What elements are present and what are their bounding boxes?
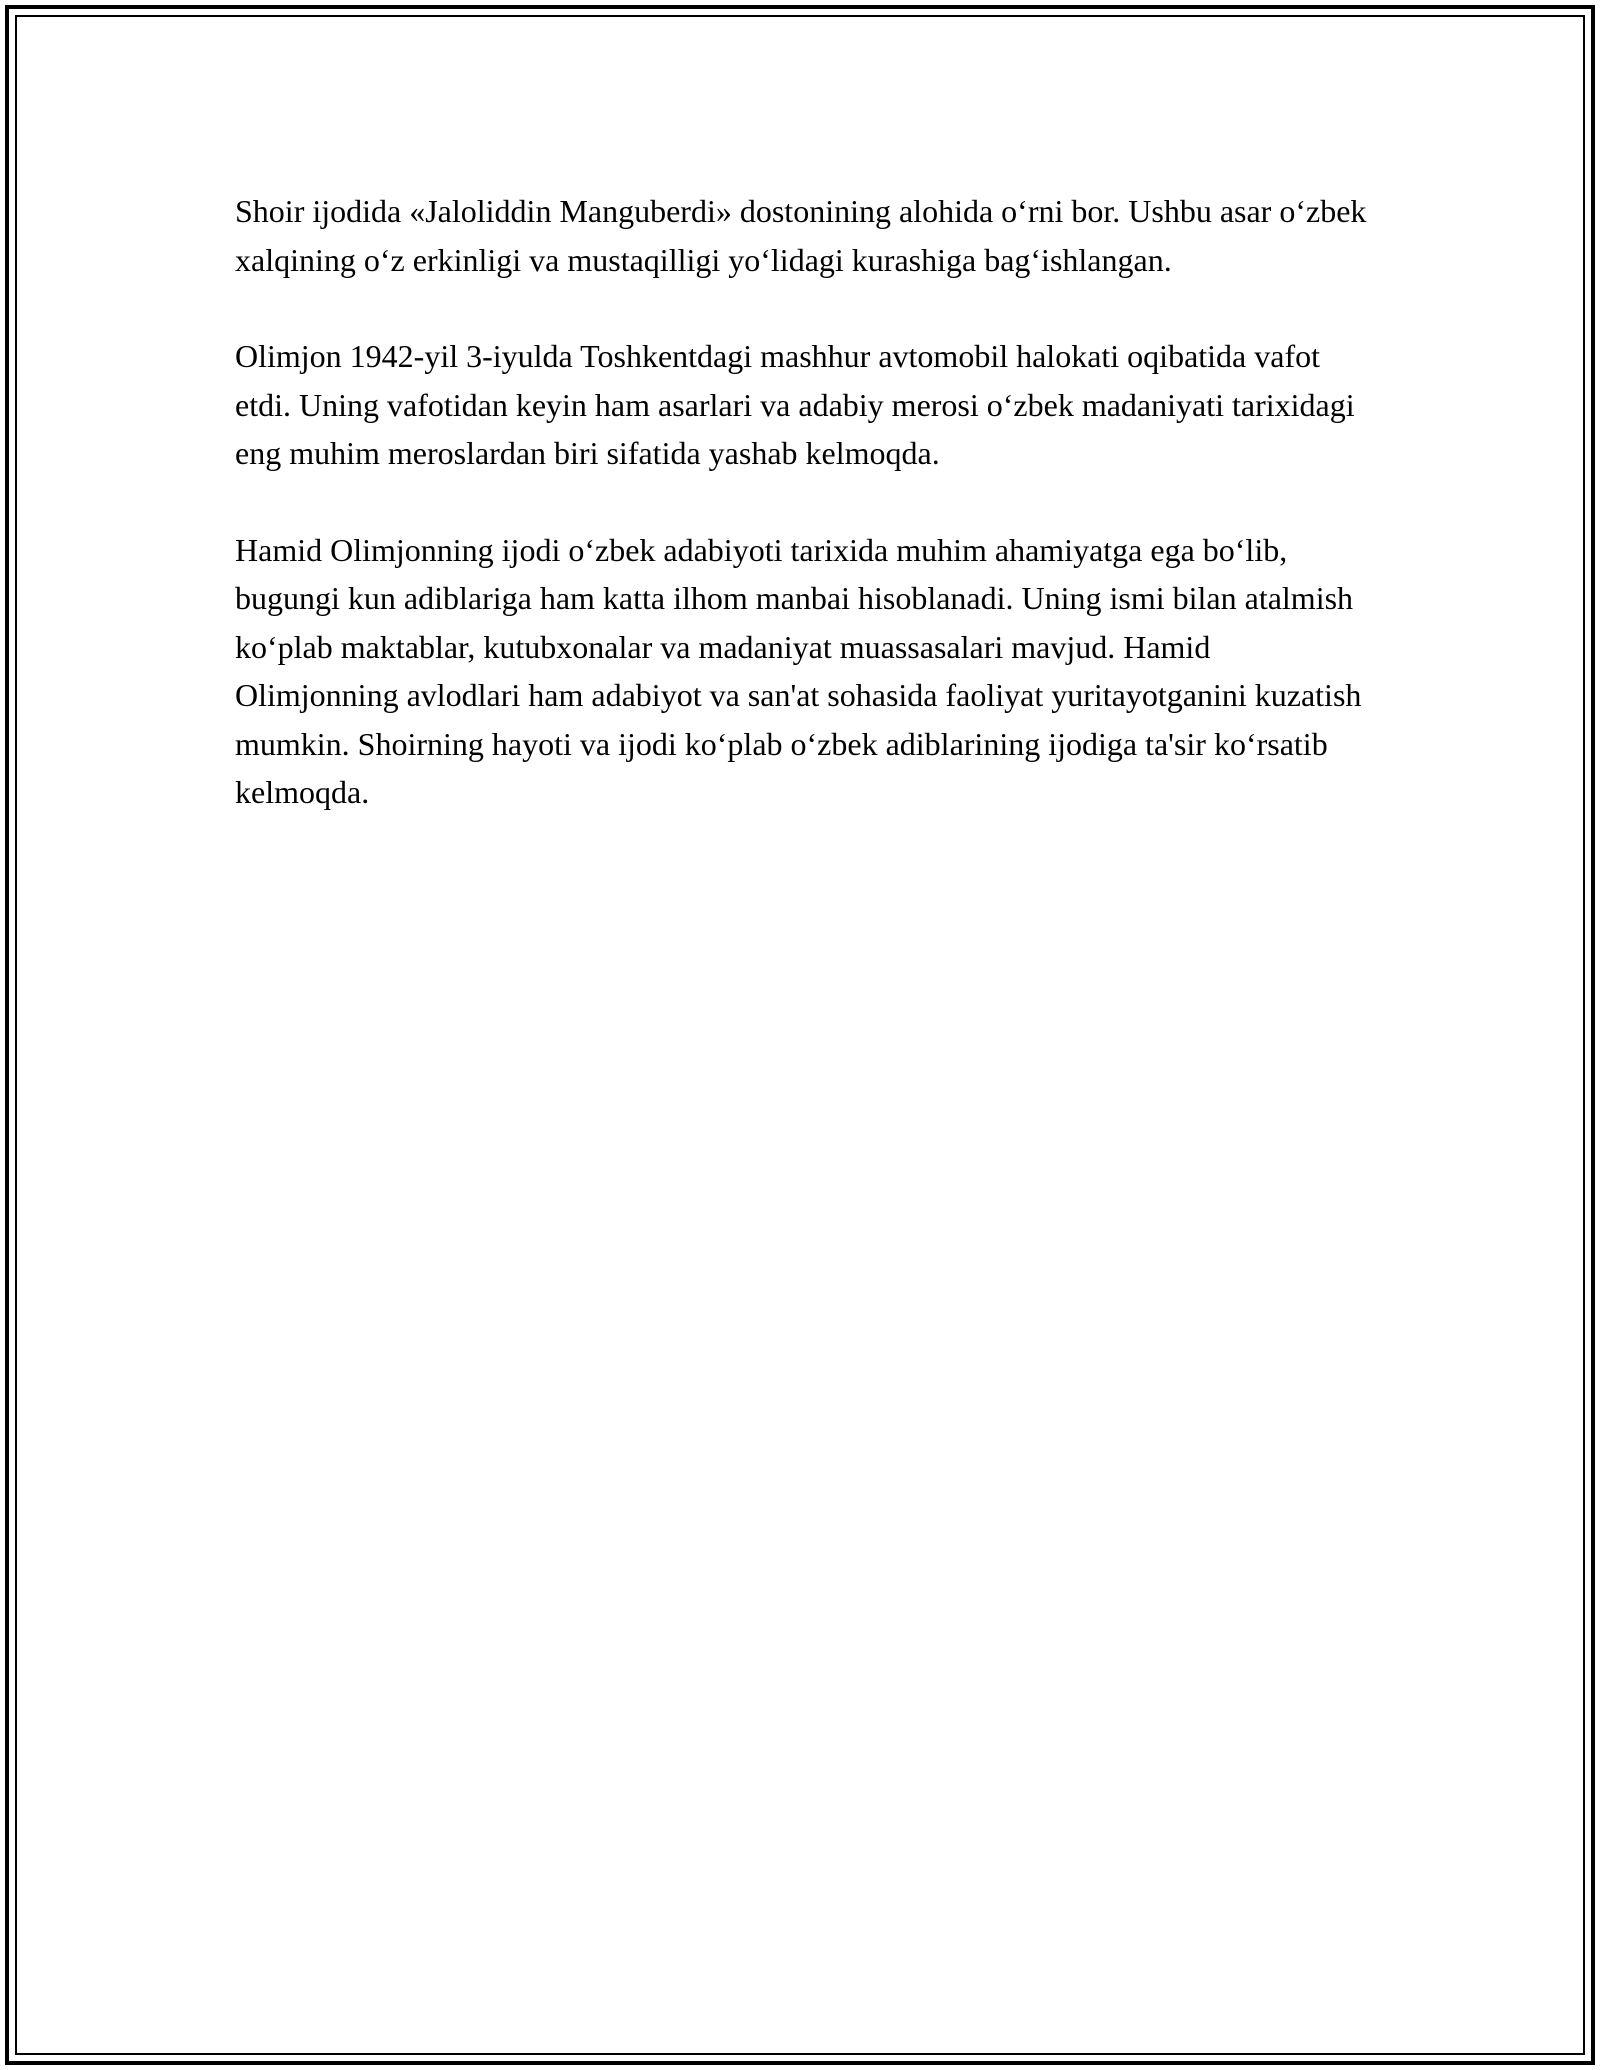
paragraph-1: Shoir ijodida «Jaloliddin Manguberdi» dostonining alohida oʻrni bor. Ushbu asar oʻzbek xalqining oʻz erkinligi va mustaqilligi yoʻlidagi kurashiga bagʻishlangan.	[235, 193, 1367, 278]
document-body	[235, 187, 1375, 865]
paragraph-2: Olimjon 1942-yil 3-iyulda Toshkentdagi mashhur avtomobil halokati oqibatida vafot etdi. Uning vafotidan keyin ham asarlari va adabiy merosi oʻzbek madaniyati tarixidagi eng muhim meroslardan biri sifatida yashab kelmoqda.	[235, 338, 1355, 471]
paragraph-3: Hamid Olimjonning ijodi oʻzbek adabiyoti tarixida muhim ahamiyatga ega boʻlib, bugungi kun adiblariga ham katta ilhom manbai hisoblanadi. Uning ismi bilan atalmish koʻplab maktablar, kutubxonalar va madaniyat muassasalari mavjud. Hamid Olimjonning avlodlari ham adabiyot va san'at sohasida faoliyat yuritayotganini kuzatish mumkin. Shoirning hayoti va ijodi koʻplab oʻzbek adiblarining ijodiga ta'sir koʻrsatib kelmoqda.	[235, 531, 1362, 810]
